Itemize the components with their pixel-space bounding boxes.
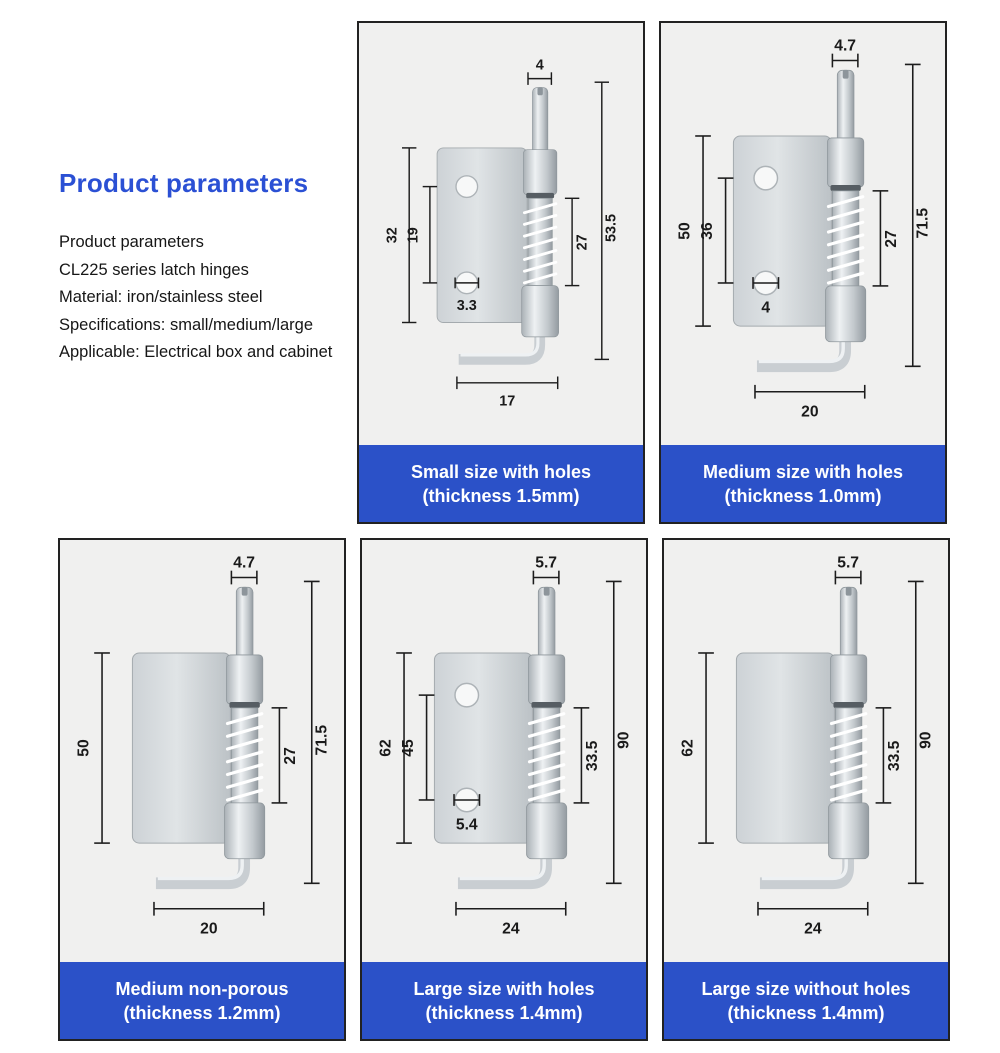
dimension-plate-height [679, 653, 714, 843]
dimension-label: 32 [384, 227, 401, 244]
caption-line2: (thickness 1.4mm) [425, 1002, 583, 1023]
caption-line1: Large size without holes [701, 978, 911, 999]
info-line-material: Material: iron/stainless steel [59, 288, 263, 306]
dimension-pin-diameter [231, 555, 256, 585]
dimension-overall-width [457, 377, 558, 410]
info-line-series: CL225 series latch hinges [59, 260, 249, 279]
dimension-total-height [908, 581, 935, 883]
dimension-hole-spacing [405, 187, 437, 283]
hinge-drawing-area [362, 540, 646, 962]
page-title: Product parameters [59, 168, 309, 198]
hinge-pin [840, 587, 857, 660]
caption-line2: (thickness 1.4mm) [727, 1002, 885, 1023]
panel-large-without-holes [662, 538, 950, 1041]
dimension-overall-width [755, 385, 865, 420]
hinge-pin [533, 87, 548, 154]
info-line-product-parameters: Product parameters [59, 233, 204, 251]
hinge-plate [736, 653, 834, 843]
dimension-label: 4 [535, 57, 544, 74]
dimension-plate-height [75, 653, 110, 843]
caption-line2: (thickness 1.5mm) [422, 485, 580, 506]
hinge-pin [837, 70, 854, 143]
hinge-lower-block [826, 286, 866, 342]
hinge-lower-block [522, 286, 559, 337]
dimension-label: 4.7 [834, 37, 857, 55]
panel-medium-non-porous [58, 538, 346, 1041]
dimension-label: 19 [405, 227, 422, 244]
dimension-pin-diameter [533, 555, 558, 585]
dimension-label: 33.5 [886, 740, 904, 772]
dimension-total-height [606, 581, 633, 883]
dimension-label: 4 [761, 299, 771, 317]
dimension-label: 3.3 [456, 297, 477, 314]
dimension-label: 5.7 [535, 554, 558, 572]
dimension-hole-spacing [699, 178, 734, 283]
dimension-total-height [905, 64, 932, 366]
dimension-spring-length [272, 708, 300, 803]
dimension-pin-diameter [832, 38, 857, 68]
dimension-overall-width [154, 902, 264, 937]
dimension-label: 27 [574, 234, 591, 251]
caption-medium-with-holes [661, 445, 945, 522]
caption-medium-non-porous [60, 962, 344, 1039]
hinge-technical-drawing [69, 554, 335, 946]
hinge-lower-block [527, 803, 567, 859]
caption-line1: Large size with holes [413, 978, 595, 999]
hinge-plate [434, 653, 532, 843]
dimension-pin-diameter [835, 555, 860, 585]
dimension-label: 50 [75, 739, 93, 757]
caption-line2: (thickness 1.0mm) [724, 485, 882, 506]
hinge-spring [831, 708, 865, 803]
dimension-label: 62 [377, 739, 395, 757]
dimension-label: 5.7 [837, 554, 860, 572]
dimension-label: 90 [615, 731, 633, 749]
hinge-drawing-area [359, 23, 643, 445]
caption-large-with-holes [362, 962, 646, 1039]
dimension-label: 71.5 [313, 724, 331, 756]
dimension-label: 20 [200, 920, 218, 938]
dimension-label: 24 [502, 920, 520, 938]
hinge-collar [524, 150, 557, 199]
dimension-label: 24 [804, 920, 822, 938]
hinge-technical-drawing [379, 57, 623, 417]
dimension-overall-width [456, 902, 566, 937]
dimension-label: 20 [801, 403, 819, 421]
panel-large-with-holes [360, 538, 648, 1041]
hinge-technical-drawing [673, 554, 939, 946]
caption-line1: Medium non-porous [115, 978, 289, 999]
hinge-drawing-area [60, 540, 344, 962]
caption-line1: Small size with holes [410, 461, 592, 482]
hinge-collar [227, 655, 263, 708]
hinge-pin [538, 587, 555, 660]
plate-top-hole [754, 166, 778, 190]
hinge-collar [831, 655, 867, 708]
hinge-lower-block [225, 803, 265, 859]
info-line-specifications: Specifications: small/medium/large [59, 315, 314, 334]
dimension-label: 27 [282, 747, 300, 765]
hinge-spring [828, 191, 862, 286]
hinge-spring [529, 708, 563, 803]
dimension-spring-length [574, 708, 602, 803]
dimension-total-height [595, 82, 620, 359]
dimension-pin-diameter [528, 58, 551, 85]
dimension-label: 71.5 [914, 207, 932, 239]
dimension-total-height [304, 581, 331, 883]
hinge-drawing-area [664, 540, 948, 962]
caption-small-with-holes [359, 445, 643, 522]
panel-medium-with-holes [659, 21, 947, 524]
dimension-label: 17 [499, 393, 516, 410]
hinge-plate [132, 653, 230, 843]
dimension-label: 53.5 [603, 213, 620, 243]
hinge-spring [227, 708, 261, 803]
dimension-label: 62 [679, 739, 697, 757]
hinge-lower-block [829, 803, 869, 859]
dimension-spring-length [565, 198, 591, 285]
caption-large-without-holes [664, 962, 948, 1039]
product-info-block [59, 168, 364, 367]
info-line-applicable: Applicable: Electrical box and cabinet [59, 343, 333, 361]
hinge-spring [524, 198, 556, 285]
dimension-label: 4.7 [233, 554, 256, 572]
dimension-label: 50 [676, 222, 694, 240]
dimension-spring-length [876, 708, 904, 803]
plate-top-hole [455, 683, 479, 707]
hinge-technical-drawing [371, 554, 637, 946]
hinge-collar [828, 138, 864, 191]
caption-line2: (thickness 1.2mm) [123, 1002, 281, 1023]
dimension-label: 33.5 [584, 740, 602, 772]
dimension-label: 90 [917, 731, 935, 749]
dimension-hole-spacing [400, 695, 435, 800]
dimension-spring-length [873, 191, 901, 286]
dimension-label: 27 [883, 230, 901, 248]
hinge-collar [529, 655, 565, 708]
dimension-label: 45 [399, 739, 417, 757]
hinge-plate [733, 136, 831, 326]
panel-small-with-holes [357, 21, 645, 524]
hinge-plate [437, 148, 527, 323]
hinge-drawing-area [661, 23, 945, 445]
hinge-technical-drawing [670, 37, 936, 429]
dimension-overall-width [758, 902, 868, 937]
hinge-pin [236, 587, 253, 660]
plate-top-hole [456, 176, 478, 198]
dimension-label: 36 [698, 222, 716, 240]
caption-line1: Medium size with holes [702, 461, 904, 482]
dimension-label: 5.4 [455, 816, 478, 834]
